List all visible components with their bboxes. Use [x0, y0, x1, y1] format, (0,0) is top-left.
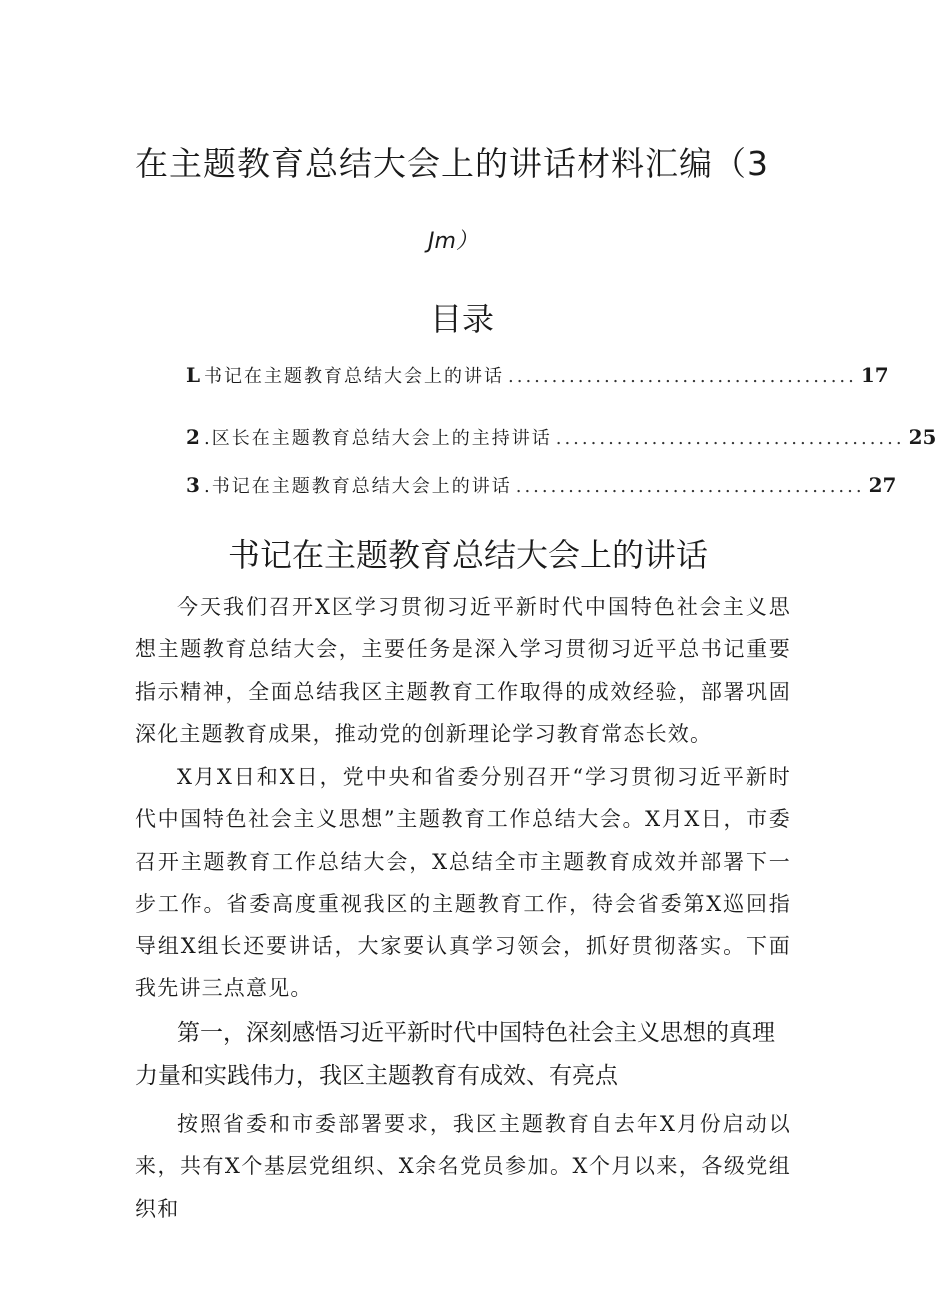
document-title: 在主题教育总结大会上的讲话材料汇编（3 — [135, 144, 769, 183]
document-title-continuation: Jm） — [428, 229, 478, 254]
toc-item-page: 25 — [908, 425, 936, 449]
toc-item-text: 书记在主题教育总结大会上的讲话 — [204, 366, 504, 387]
toc-leader-dots: ........................................ — [508, 366, 857, 387]
body-paragraph: X月X日和X日，党中央和省委分别召开“学习贯彻习近平新时代中国特色社会主义思想”主题教育工作总结大会。X月X日，市委召开主题教育工作总结大会，X总结全市主题教育成效并部署下一步工作。省委高度重视我区的主题教育工作，待会省委第X巡回指导组X组长还要讲话，大家要认真学习领会，抓好贯彻落实。下面我先讲三点意见。 — [135, 765, 791, 1001]
section-subheading: 第一，深刻感悟习近平新时代中国特色社会主义思想的真理力量和实践伟力，我区主题教育有成效、有亮点 — [135, 1020, 775, 1089]
section-heading: 书记在主题教育总结大会上的讲话 — [228, 536, 709, 574]
toc-item-page: 17 — [860, 363, 889, 387]
toc-item-number: 3 — [186, 473, 200, 497]
toc-leader-dots: ........................................ — [555, 428, 905, 449]
toc-item-number: L — [186, 363, 201, 387]
toc-heading: 目录 — [430, 300, 495, 338]
toc-item-number: 2 — [186, 425, 200, 449]
toc-item[interactable] — [186, 362, 889, 390]
toc-item-text: .书记在主题教育总结大会上的讲话 — [204, 476, 512, 497]
toc-item[interactable] — [186, 472, 897, 500]
toc-item-text: .区长在主题教育总结大会上的主持讲话 — [204, 428, 552, 449]
toc-item-page: 27 — [868, 473, 897, 497]
toc-leader-dots: ........................................ — [515, 476, 865, 497]
body-paragraph: 按照省委和市委部署要求，我区主题教育自去年X月份启动以来，共有X个基层党组织、X余名党员参加。X个月以来，各级党组织和 — [135, 1112, 791, 1221]
toc-item[interactable] — [186, 424, 936, 452]
body-paragraph: 今天我们召开X区学习贯彻习近平新时代中国特色社会主义思想主题教育总结大会，主要任务是深入学习贯彻习近平总书记重要指示精神，全面总结我区主题教育工作取得的成效经验，部署巩固深化主题教育成果，推动党的创新理论学习教育常态长效。 — [135, 595, 791, 746]
